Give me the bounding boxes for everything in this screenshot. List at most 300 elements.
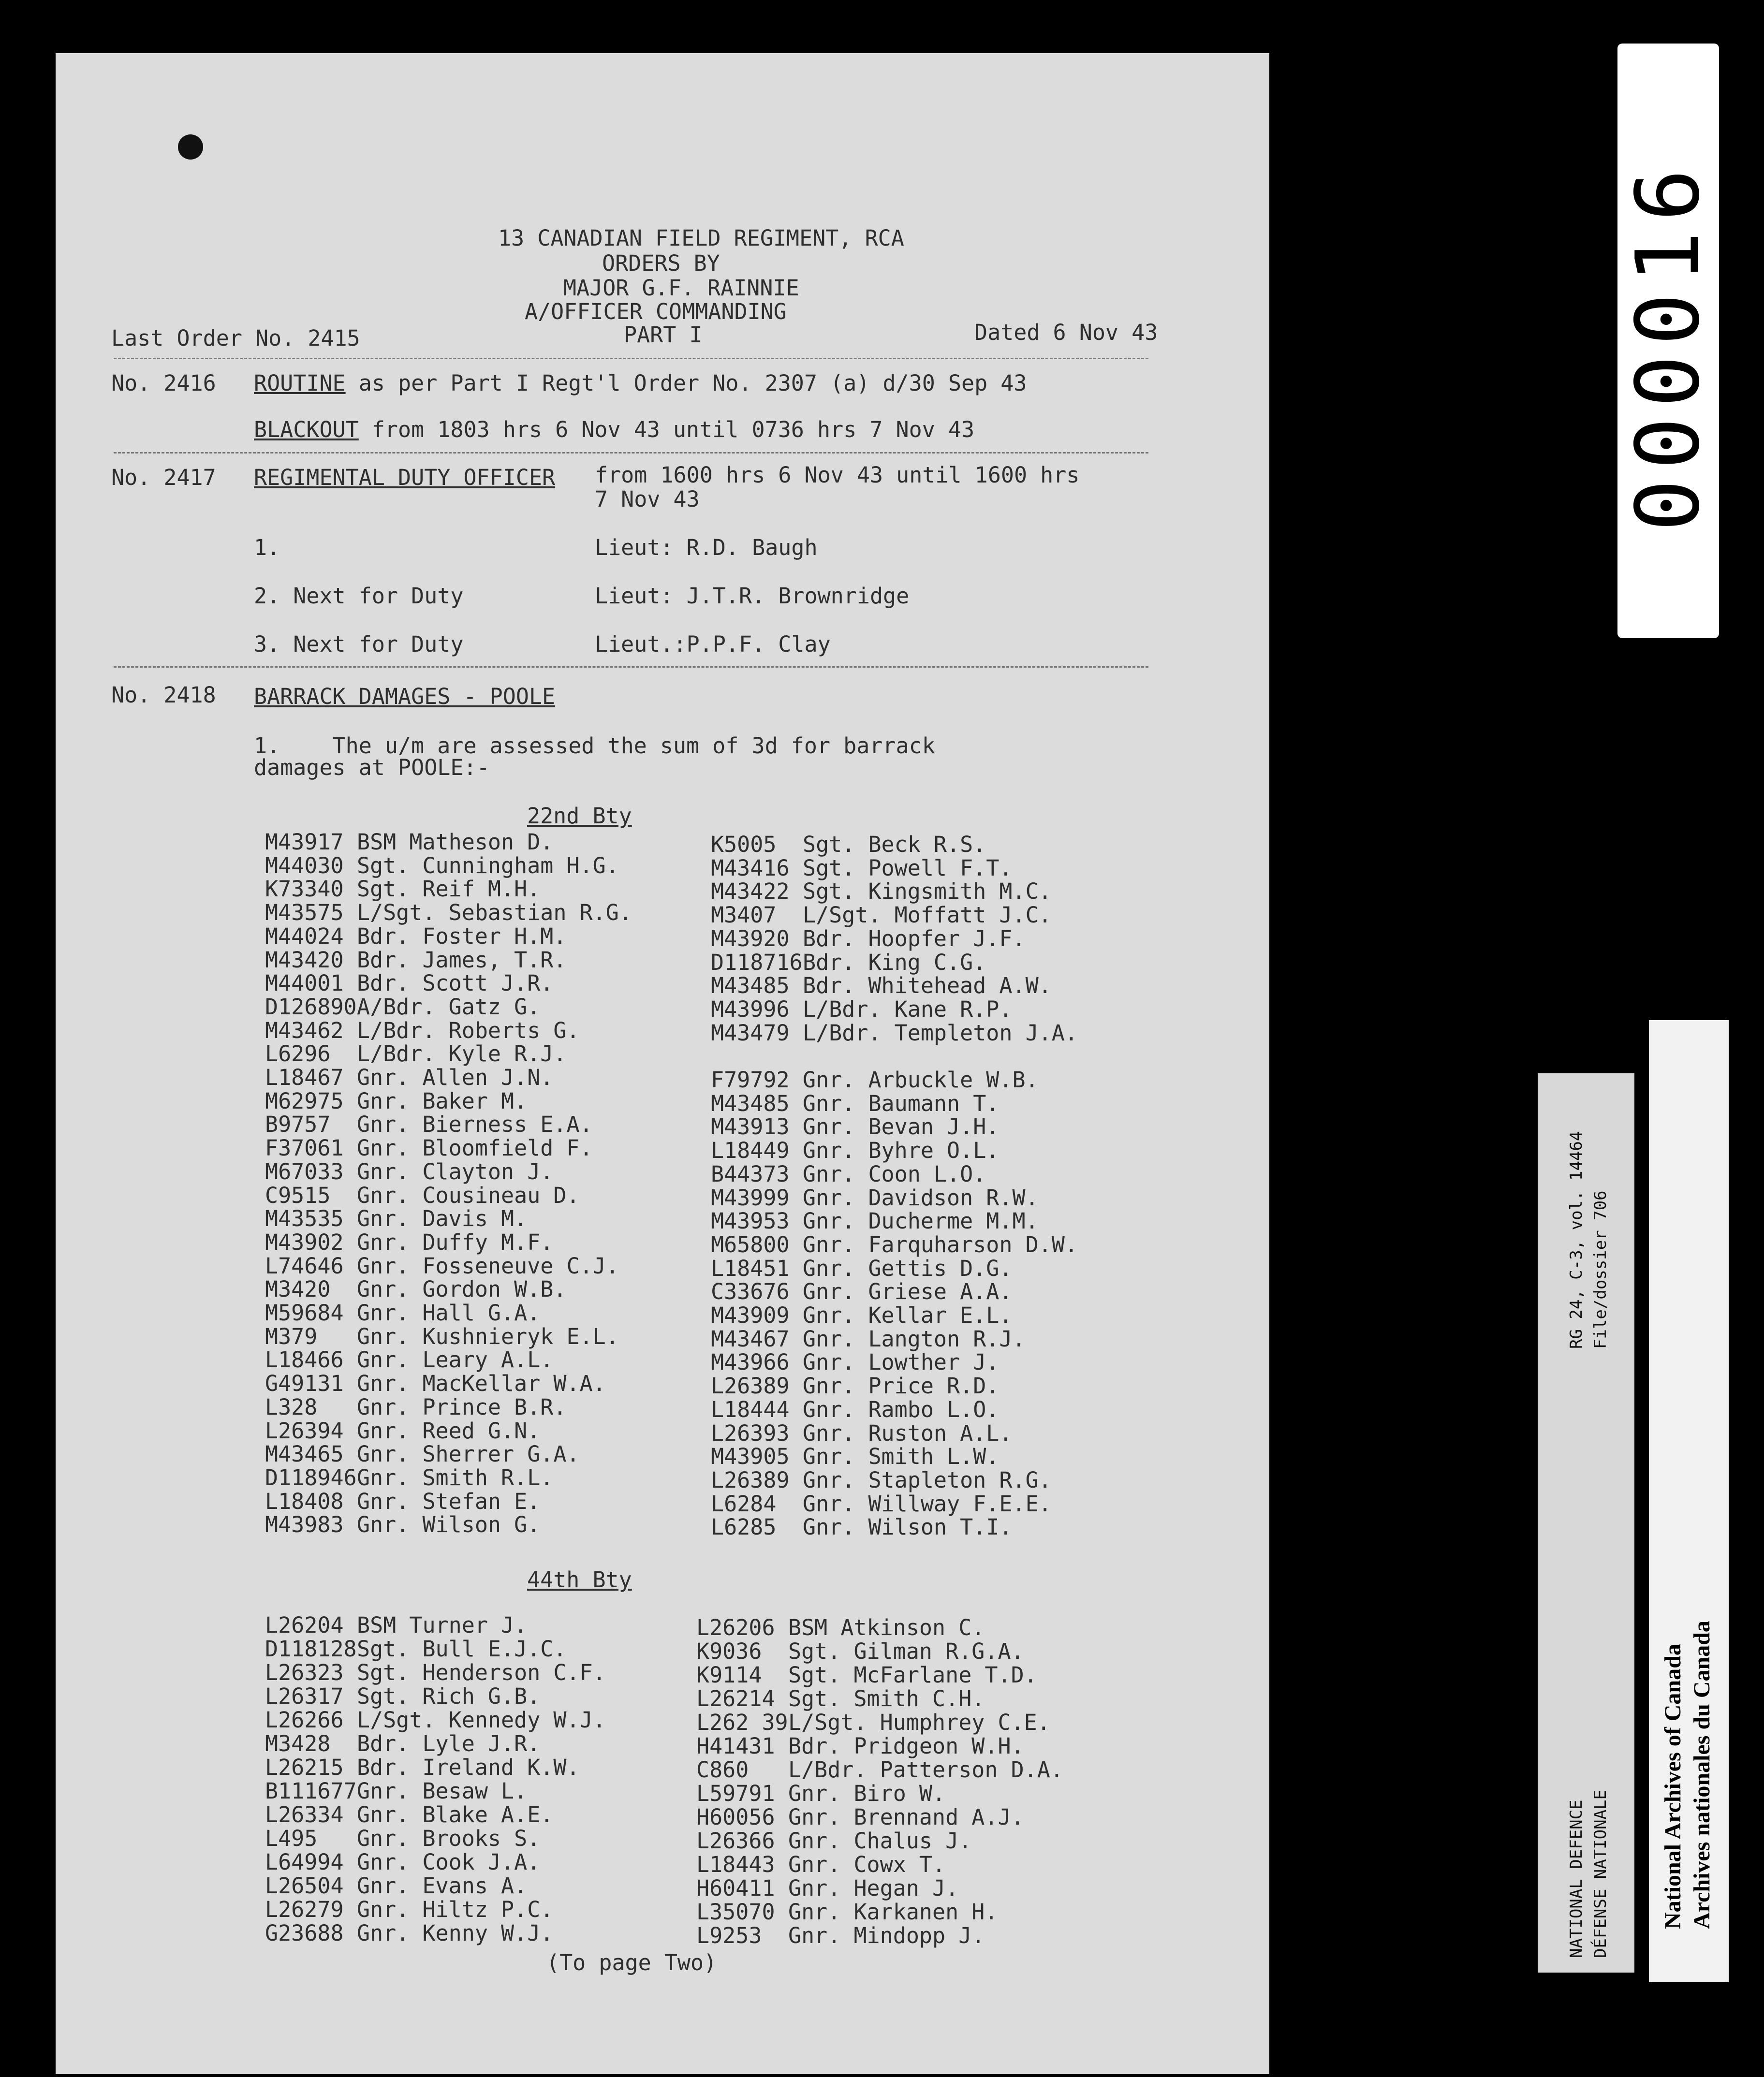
- rank-and-name: Gnr. Kenny W.J.: [357, 1920, 554, 1946]
- roll-entry: [265, 970, 553, 996]
- roll-entry: [696, 1781, 945, 1806]
- service-number: M43966: [711, 1349, 790, 1375]
- rank-and-name: Bdr. Scott J.R.: [357, 970, 554, 996]
- rank-and-name: Gnr. Kellar E.L.: [803, 1302, 1013, 1328]
- roll-entry: [696, 1662, 1037, 1688]
- roll-entry: [711, 878, 1052, 904]
- rank-and-name: Gnr. Stefan E.: [357, 1488, 541, 1514]
- roll-entry: [265, 1394, 566, 1420]
- orders-by: ORDERS BY: [602, 250, 720, 276]
- roll-entry: [711, 950, 986, 975]
- roll-entry: [711, 1467, 1052, 1493]
- service-number: M43909: [711, 1302, 790, 1328]
- service-number: F79792: [711, 1067, 790, 1093]
- rank-and-name: Gnr. Bierness E.A.: [357, 1112, 593, 1138]
- roll-entry: [265, 1826, 540, 1851]
- service-number: M43920: [711, 925, 790, 951]
- service-number: M43535: [265, 1206, 344, 1232]
- service-number: K5005: [711, 832, 777, 857]
- rank-and-name: Gnr. Baker M.: [357, 1088, 528, 1114]
- rank-and-name: L/Bdr. Patterson D.A.: [788, 1757, 1063, 1783]
- roll-entry: [265, 876, 540, 902]
- roll-entry: [265, 1920, 553, 1946]
- service-number: L26215: [265, 1755, 344, 1780]
- rank-and-name: Gnr. Davidson R.W.: [803, 1185, 1039, 1211]
- rank-and-name: Gnr. Coon L.O.: [803, 1161, 986, 1187]
- rank-and-name: Gnr. Wilson T.I.: [803, 1514, 1013, 1540]
- service-number: M43485: [711, 973, 790, 999]
- roll-entry: [711, 1208, 1039, 1234]
- service-number: M59684: [265, 1300, 344, 1326]
- rank-and-name: Gnr. MacKellar W.A.: [357, 1371, 606, 1397]
- service-number: G49131: [265, 1371, 344, 1397]
- service-number: M43999: [711, 1185, 790, 1211]
- rank-and-name: Bdr. Foster H.M.: [357, 923, 567, 949]
- rank-and-name: Sgt. McFarlane T.D.: [788, 1662, 1037, 1688]
- divider: [114, 666, 1148, 668]
- rank-and-name: Bdr. James, T.R.: [357, 947, 567, 973]
- roll-entry: [696, 1686, 985, 1711]
- roll-entry: [265, 1465, 553, 1491]
- punch-hole: [178, 134, 203, 160]
- service-number: L74646: [265, 1253, 344, 1279]
- roll-entry: [265, 1707, 606, 1733]
- rank-and-name: Gnr. Evans A.: [357, 1873, 528, 1899]
- rank-and-name: L/Sgt. Humphrey C.E.: [788, 1710, 1050, 1735]
- rank-and-name: Gnr. Fosseneuve C.J.: [357, 1253, 619, 1279]
- service-number: M43953: [711, 1208, 790, 1234]
- service-number: L26394: [265, 1418, 344, 1444]
- rank-and-name: Bdr. Pridgeon W.H.: [788, 1733, 1024, 1759]
- roll-entry: [265, 1088, 527, 1114]
- rank-and-name: Gnr. Ducherme M.M.: [803, 1208, 1039, 1234]
- service-number: L18449: [711, 1138, 790, 1164]
- rank-and-name: Gnr. Smith L.W.: [803, 1444, 1000, 1470]
- dept-fr: DÉFENSE NATIONALE: [1591, 1790, 1610, 1958]
- service-number: M43422: [711, 878, 790, 905]
- service-number: L18408: [265, 1488, 344, 1514]
- service-number: M43462: [265, 1017, 344, 1043]
- divider: [114, 358, 1148, 359]
- rank-and-name: Gnr. Griese A.A.: [803, 1279, 1013, 1305]
- service-number: K9036: [696, 1638, 762, 1664]
- rank-and-name: Gnr. Farquharson D.W.: [803, 1231, 1078, 1258]
- service-number: M3420: [265, 1276, 331, 1302]
- service-number: M3407: [711, 902, 777, 928]
- service-number: F37061: [265, 1135, 344, 1161]
- roll-entry: [265, 1159, 553, 1185]
- rank-and-name: Bdr. Ireland K.W.: [357, 1755, 580, 1780]
- archives-name-en: National Archives of Canada: [1660, 1644, 1686, 1929]
- service-number: L6285: [711, 1514, 777, 1540]
- roll-entry: [265, 1660, 606, 1685]
- roll-entry: [265, 1183, 580, 1208]
- rank-and-name: Gnr. Langton R.J.: [803, 1326, 1026, 1352]
- duty-officer-title: REGIMENTAL DUTY OFFICER: [254, 465, 556, 490]
- service-number: M67033: [265, 1158, 344, 1185]
- duty-2-label: 2. Next for Duty: [254, 583, 464, 609]
- service-number: L26266: [265, 1707, 344, 1733]
- rank-and-name: Gnr. Karkanen H.: [788, 1899, 998, 1925]
- roll-entry: [711, 1514, 1012, 1540]
- bty44-heading: 44th Bty: [527, 1567, 632, 1593]
- order-2417-number: No. 2417: [111, 465, 216, 490]
- service-number: C860: [696, 1757, 749, 1783]
- duty-officer-time-1: from 1600 hrs 6 Nov 43 until 1600 hrs: [595, 462, 1080, 488]
- duty-3-name: Lieut.:P.P.F. Clay: [595, 631, 831, 657]
- roll-entry: [265, 1324, 619, 1349]
- rank-and-name: Sgt. Beck R.S.: [803, 832, 986, 857]
- rank-and-name: Gnr. Cowx T.: [788, 1852, 946, 1877]
- routine-title: ROUTINE: [254, 370, 346, 396]
- rank-and-name: L/Sgt. Kennedy W.J.: [357, 1707, 606, 1733]
- roll-entry: [265, 1418, 540, 1444]
- rank-and-name: Sgt. Henderson C.F.: [357, 1660, 606, 1685]
- rank-and-name: Gnr. Stapleton R.G.: [803, 1467, 1052, 1493]
- duty-2-name: Lieut: J.T.R. Brownridge: [595, 583, 910, 609]
- barrack-para-2: damages at POOLE:-: [254, 755, 490, 780]
- rank-and-name: Gnr. Bevan J.H.: [803, 1114, 1000, 1140]
- service-number: L35070: [696, 1899, 775, 1925]
- rank-and-name: L/Bdr. Templeton J.A.: [803, 1020, 1078, 1046]
- roll-entry: [711, 1491, 1052, 1517]
- service-number: L18467: [265, 1065, 344, 1090]
- roll-entry: [711, 1185, 1039, 1211]
- roll-entry: [265, 1253, 619, 1279]
- routine-text: as per Part I Regt'l Order No. 2307 (a) d/30 Sep 43: [345, 370, 1027, 396]
- service-number: C33676: [711, 1279, 790, 1305]
- order-2416-line: [254, 372, 1027, 394]
- service-number: D118946: [265, 1464, 357, 1491]
- rank-and-name: Gnr. Gettis D.G.: [803, 1255, 1013, 1281]
- rank-and-name: Sgt. Cunningham H.G.: [357, 852, 619, 878]
- order-2418-number: No. 2418: [111, 682, 216, 708]
- service-number: B44373: [711, 1161, 790, 1187]
- unit-title: 13 CANADIAN FIELD REGIMENT, RCA: [498, 225, 904, 251]
- service-number: M43416: [711, 855, 790, 881]
- service-number: M3428: [265, 1731, 331, 1756]
- service-number: L26214: [696, 1686, 775, 1711]
- service-number: B111677: [265, 1778, 357, 1804]
- rank-and-name: Gnr. Arbuckle W.B.: [803, 1067, 1039, 1093]
- service-number: M43467: [711, 1326, 790, 1352]
- rank-and-name: Gnr. Gordon W.B.: [357, 1276, 567, 1302]
- service-number: L26204: [265, 1612, 344, 1638]
- roll-entry: [696, 1733, 1024, 1759]
- roll-entry: [696, 1852, 945, 1877]
- rank-and-name: Sgt. Kingsmith M.C.: [803, 878, 1052, 905]
- roll-entry: [711, 1232, 1078, 1258]
- service-number: M43902: [265, 1229, 344, 1255]
- rank-and-name: Gnr. Hiltz P.C.: [357, 1897, 554, 1922]
- roll-entry: [265, 1112, 593, 1137]
- roll-entry: [711, 855, 1012, 881]
- rank-and-name: Gnr. Willway F.E.E.: [803, 1491, 1052, 1517]
- roll-entry: [265, 1731, 540, 1756]
- service-number: M43905: [711, 1444, 790, 1470]
- roll-entry: [265, 1041, 566, 1067]
- roll-entry: [711, 1420, 1012, 1446]
- rank-and-name: Gnr. Price R.D.: [803, 1373, 1000, 1399]
- rank-and-name: L/Bdr. Kyle R.J.: [357, 1041, 567, 1067]
- service-number: L18444: [711, 1396, 790, 1422]
- rank-and-name: Gnr. Allen J.N.: [357, 1065, 554, 1090]
- service-number: H60411: [696, 1875, 775, 1901]
- service-number: L26504: [265, 1873, 344, 1899]
- service-number: L328: [265, 1394, 318, 1420]
- roll-entry: [265, 1897, 553, 1922]
- roll-entry: [265, 994, 540, 1020]
- roll-entry: [265, 1755, 580, 1780]
- duty-3-label: 3. Next for Duty: [254, 631, 464, 657]
- service-number: M379: [265, 1323, 318, 1349]
- roll-entry: [265, 923, 566, 949]
- service-number: K9114: [696, 1662, 762, 1688]
- roll-entry: [696, 1757, 1063, 1783]
- dept-en: NATIONAL DEFENCE: [1567, 1799, 1586, 1958]
- service-number: M43917: [265, 829, 344, 855]
- rank-and-name: Sgt. Bull E.J.C.: [357, 1636, 567, 1662]
- duty-1-name: Lieut: R.D. Baugh: [595, 535, 818, 560]
- frame-number: 000016: [1617, 159, 1719, 532]
- service-number: L18466: [265, 1347, 344, 1373]
- service-number: K73340: [265, 876, 344, 902]
- rank-and-name: Bdr. Whitehead A.W.: [803, 973, 1052, 999]
- service-number: M43575: [265, 900, 344, 926]
- roll-entry: [265, 829, 553, 855]
- footer-note: (To page Two): [546, 1950, 717, 1975]
- rank-and-name: Sgt. Rich G.B.: [357, 1683, 541, 1709]
- document-page: [56, 53, 1269, 2074]
- service-number: L18451: [711, 1255, 790, 1281]
- service-number: M65800: [711, 1231, 790, 1258]
- barrack-damages-title: BARRACK DAMAGES - POOLE: [254, 684, 556, 709]
- service-number: L262 39: [696, 1710, 788, 1735]
- rank-and-name: Gnr. Duffy M.F.: [357, 1229, 554, 1255]
- rank-and-name: Gnr. Brooks S.: [357, 1826, 541, 1851]
- service-number: H60056: [696, 1804, 775, 1830]
- service-number: L495: [265, 1826, 318, 1851]
- roll-entry: [265, 1873, 527, 1899]
- roll-entry: [711, 996, 1012, 1022]
- roll-entry: [265, 1778, 527, 1804]
- roll-entry: [265, 1018, 580, 1043]
- roll-entry: [265, 1441, 580, 1467]
- rank-and-name: Gnr. Bloomfield F.: [357, 1135, 593, 1161]
- service-number: M62975: [265, 1088, 344, 1114]
- roll-entry: [711, 1114, 999, 1140]
- roll-entry: [265, 1489, 540, 1514]
- frame-number-stamp: [1617, 44, 1719, 638]
- archive-reference-label: [1538, 1073, 1634, 1973]
- roll-entry: [711, 1091, 999, 1116]
- roll-entry: [265, 1229, 553, 1255]
- rank-and-name: Sgt. Gilman R.G.A.: [788, 1638, 1024, 1664]
- roll-entry: [265, 1636, 566, 1662]
- roll-entry: [711, 1373, 999, 1399]
- roll-entry: [265, 1300, 540, 1326]
- rank-and-name: Gnr. Byhre O.L.: [803, 1138, 1000, 1164]
- roll-entry: [265, 1683, 540, 1709]
- archive-ref-2: File/dossier 706: [1591, 1190, 1610, 1349]
- roll-entry: [711, 832, 986, 857]
- service-number: M43465: [265, 1441, 344, 1467]
- roll-entry: [696, 1710, 1050, 1735]
- rank-and-name: Gnr. Hegan J.: [788, 1875, 959, 1901]
- roll-entry: [696, 1875, 958, 1901]
- roll-entry: [711, 1349, 999, 1375]
- service-number: L26279: [265, 1897, 344, 1922]
- commander-name: MAJOR G.F. RAINNIE: [563, 275, 799, 301]
- rank-and-name: Gnr. Cook J.A.: [357, 1849, 541, 1875]
- service-number: H41431: [696, 1733, 775, 1759]
- roll-entry: [696, 1923, 985, 1948]
- roll-entry: [265, 1512, 540, 1537]
- rank-and-name: Gnr. Mindopp J.: [788, 1923, 985, 1948]
- archives-name-fr: Archives nationales du Canada: [1689, 1621, 1715, 1929]
- dated: Dated 6 Nov 43: [974, 320, 1158, 345]
- roll-entry: [711, 1043, 803, 1069]
- service-number: M43420: [265, 947, 344, 973]
- service-number: M43913: [711, 1114, 790, 1140]
- rank-and-name: Gnr. Besaw L.: [357, 1778, 528, 1804]
- roll-entry: [711, 1020, 1078, 1046]
- service-number: L26323: [265, 1660, 344, 1685]
- rank-and-name: Gnr. Chalus J.: [788, 1828, 972, 1854]
- rank-and-name: Gnr. Lowther J.: [803, 1349, 1000, 1375]
- roll-entry: [265, 1612, 527, 1638]
- service-number: M43485: [711, 1090, 790, 1116]
- roll-entry: [711, 902, 1052, 928]
- roll-entry: [696, 1638, 1024, 1664]
- service-number: L26366: [696, 1828, 775, 1854]
- service-number: M43983: [265, 1512, 344, 1538]
- roll-entry: [696, 1615, 985, 1640]
- roll-entry: [711, 926, 1026, 951]
- rank-and-name: BSM Atkinson C.: [788, 1615, 985, 1640]
- roll-entry: [696, 1804, 1024, 1830]
- service-number: M43479: [711, 1020, 790, 1046]
- rank-and-name: Gnr. Baumann T.: [803, 1090, 1000, 1116]
- rank-and-name: Gnr. Leary A.L.: [357, 1347, 554, 1373]
- roll-entry: [265, 1347, 553, 1373]
- service-number: L18443: [696, 1852, 775, 1877]
- service-number: L26393: [711, 1420, 790, 1446]
- rank-and-name: Gnr. Kushnieryk E.L.: [357, 1323, 619, 1349]
- service-number: G23688: [265, 1920, 344, 1946]
- roll-entry: [265, 1206, 527, 1231]
- rank-and-name: Gnr. Biro W.: [788, 1781, 946, 1806]
- roll-entry: [711, 1256, 1012, 1281]
- roll-entry: [711, 1279, 1012, 1304]
- archives-name-label: [1649, 1020, 1729, 1982]
- roll-entry: [711, 973, 1052, 998]
- service-number: L6296: [265, 1041, 331, 1067]
- service-number: L26206: [696, 1615, 775, 1640]
- rank-and-name: Gnr. Wilson G.: [357, 1512, 541, 1538]
- order-2416-number: No. 2416: [111, 370, 216, 396]
- roll-entry: [711, 1161, 986, 1187]
- rank-and-name: Gnr. Rambo L.O.: [803, 1396, 1000, 1422]
- rank-and-name: Gnr. Reed G.N.: [357, 1418, 541, 1444]
- last-order: Last Order No. 2415: [111, 325, 360, 351]
- service-number: L26317: [265, 1683, 344, 1709]
- roll-entry: [696, 1899, 998, 1925]
- rank-and-name: Sgt. Reif M.H.: [357, 876, 541, 902]
- part-label: PART I: [624, 322, 703, 348]
- rank-and-name: L/Sgt. Sebastian R.G.: [357, 900, 632, 926]
- service-number: M44001: [265, 970, 344, 996]
- service-number: L26389: [711, 1467, 790, 1493]
- rank-and-name: Gnr. Hall G.A.: [357, 1300, 541, 1326]
- service-number: L26334: [265, 1802, 344, 1828]
- rank-and-name: Bdr. Lyle J.R.: [357, 1731, 541, 1756]
- roll-entry: [711, 1444, 999, 1469]
- commander-role: A/OFFICER COMMANDING: [525, 299, 787, 324]
- rank-and-name: Bdr. King C.G.: [803, 949, 986, 975]
- roll-entry: [711, 1397, 999, 1422]
- rank-and-name: Gnr. Brennand A.J.: [788, 1804, 1024, 1830]
- roll-entry: [265, 900, 632, 925]
- service-number: B9757: [265, 1112, 331, 1138]
- rank-and-name: L/Sgt. Moffatt J.C.: [803, 902, 1052, 928]
- rank-and-name: Sgt. Powell F.T.: [803, 855, 1013, 881]
- rank-and-name: Gnr. Ruston A.L.: [803, 1420, 1013, 1446]
- roll-entry: [265, 1276, 566, 1302]
- blackout-title: BLACKOUT: [254, 417, 359, 442]
- roll-entry: [265, 1065, 553, 1090]
- roll-entry: [265, 1135, 593, 1161]
- archive-ref-1: RG 24, C-3, vol. 14464: [1567, 1131, 1586, 1349]
- roll-entry: [265, 853, 619, 878]
- service-number: M43996: [711, 996, 790, 1022]
- service-number: C9515: [265, 1182, 331, 1208]
- rank-and-name: L/Bdr. Roberts G.: [357, 1017, 580, 1043]
- rank-and-name: Bdr. Hoopfer J.F.: [803, 925, 1026, 951]
- roll-entry: [696, 1828, 971, 1854]
- rank-and-name: Gnr. Prince B.R.: [357, 1394, 567, 1420]
- rank-and-name: A/Bdr. Gatz G.: [357, 994, 541, 1020]
- roll-entry: [711, 1326, 1026, 1352]
- service-number: D126890: [265, 994, 357, 1020]
- service-number: L9253: [696, 1923, 762, 1948]
- roll-entry: [265, 947, 566, 973]
- roll-entry: [265, 1849, 540, 1875]
- rank-and-name: Gnr. Clayton J.: [357, 1158, 554, 1185]
- service-number: M44030: [265, 852, 344, 878]
- roll-entry: [265, 1802, 553, 1828]
- service-number: L59791: [696, 1781, 775, 1806]
- rank-and-name: Sgt. Smith C.H.: [788, 1686, 985, 1711]
- rank-and-name: Gnr. Smith R.L.: [357, 1464, 554, 1491]
- rank-and-name: BSM Matheson D.: [357, 829, 554, 855]
- service-number: M44024: [265, 923, 344, 949]
- rank-and-name: BSM Turner J.: [357, 1612, 528, 1638]
- service-number: L26389: [711, 1373, 790, 1399]
- rank-and-name: Gnr. Davis M.: [357, 1206, 528, 1232]
- duty-officer-time-2: 7 Nov 43: [595, 486, 700, 512]
- roll-entry: [711, 1138, 999, 1163]
- bty22-heading: 22nd Bty: [527, 803, 632, 829]
- roll-entry: [711, 1067, 1039, 1093]
- divider: [114, 452, 1148, 453]
- service-number: L64994: [265, 1849, 344, 1875]
- rank-and-name: Gnr. Sherrer G.A.: [357, 1441, 580, 1467]
- rank-and-name: L/Bdr. Kane R.P.: [803, 996, 1013, 1022]
- duty-1-label: 1.: [254, 535, 280, 560]
- rank-and-name: Gnr. Cousineau D.: [357, 1182, 580, 1208]
- blackout-line: [254, 419, 974, 440]
